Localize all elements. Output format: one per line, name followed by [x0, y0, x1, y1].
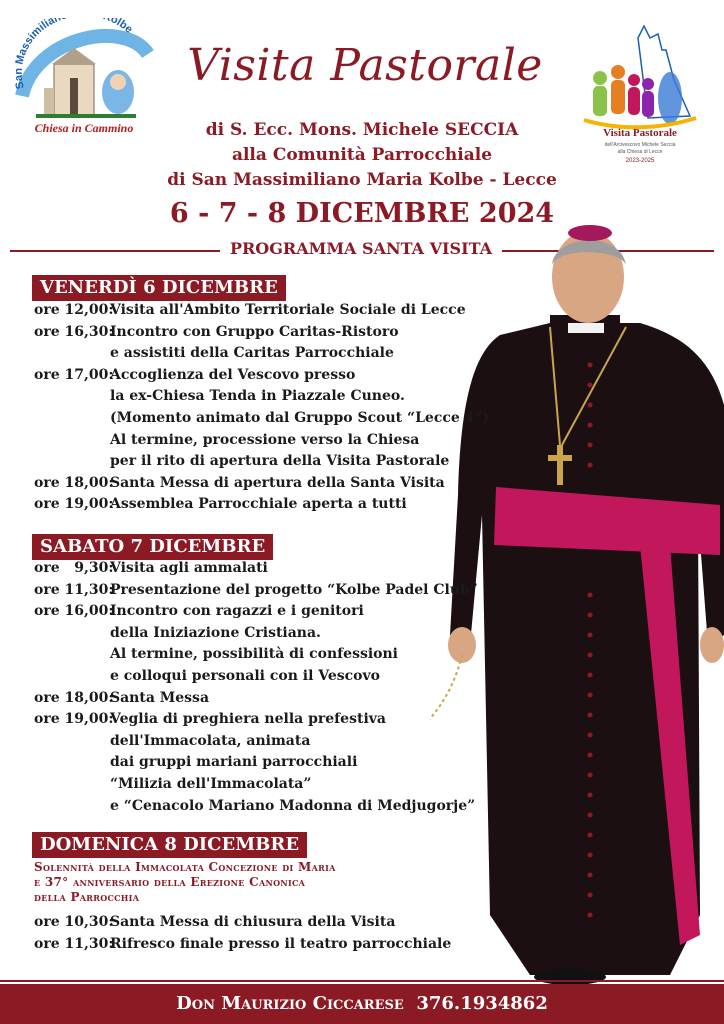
list-item: ore 17,00: Accoglienza del Vescovo presso: [34, 366, 356, 383]
list-item: ore 18,00: Santa Messa: [34, 689, 210, 706]
list-item: ore 11,30: Rifresco finale presso il teatro parrocchiale: [34, 935, 452, 952]
community-line: alla Comunità Parrocchiale: [231, 145, 493, 165]
list-item: ore 18,00: Santa Messa di apertura della Santa Visita: [34, 474, 445, 491]
footer-divider: [0, 980, 724, 982]
list-item: ore 19,00: Assemblea Parrocchiale aperta a tutti: [34, 496, 407, 513]
list-item: ore 19,00: Veglia di preghiera nella prefestiva: [34, 711, 386, 728]
sunday-schedule: [34, 912, 451, 955]
footer-contact: Don Maurizio Ciccarese 376.1934862: [0, 984, 724, 1024]
visita-logo-small1: dell'Arcivescovo Michele Seccia: [604, 142, 676, 148]
list-item: ore 12,00: Visita all'Ambito Territoriale Sociale di Lecce: [34, 302, 466, 318]
visita-logo-title: Visita Pastorale: [603, 127, 677, 139]
day-header-sunday: DOMENICA 8 DICEMBRE: [32, 832, 307, 858]
list-item: ore 9,30: Visita agli ammalati: [34, 560, 268, 576]
logo-arc-text: Sa Massimilian olbe: [14, 18, 135, 91]
divider-left: [10, 250, 220, 252]
day-header-saturday: SABATO 7 DICEMBRE: [32, 534, 273, 560]
bishop-line: di S. Ecc. Mons. Michele SECCIA: [205, 120, 519, 140]
list-item: ore 10,30: Santa Messa di chiusura della Visita: [34, 914, 396, 930]
list-item: ore 11,30: Presentazione del progetto “Kolbe Padel Club”: [34, 581, 478, 598]
page-title: Visita Pastorale: [187, 40, 543, 91]
saturday-schedule: ore 9,30: Visita agli ammalati ore 11,30: Presentazione del progetto “Kolbe Padel Club” ore 16,00: Incontro con ragazzi e i genitori della Iniziazione Cristiana. Al termine, possibilità di confessioni e colloqui personali con il Vescovo ore 18,00: Santa Messa ore 19,00: Veglia di preghiera nella prefestiva dell'Immacolata, animata dai gruppi mariani parrocchiali “Milizia dell'Immacolata” e “Cenacolo Mariano Madonna di Medjugorje”: [34, 560, 478, 814]
solemnity-note: Solennità della Immacolata Concezione di Maria e 37° anniversario della Erezione Canonica della Parrocchia: [34, 860, 336, 904]
parish-line: di San Massimiliano Maria Kolbe - Lecce: [167, 170, 557, 190]
list-item: ore 16,00: Incontro con ragazzi e i genitori: [34, 603, 364, 620]
list-item: ore 16,30: Incontro con Gruppo Caritas-Ristoro: [34, 323, 399, 340]
day-header-friday: VENERDÌ 6 DICEMBRE: [32, 275, 286, 301]
visita-logo-years: 2023-2025: [625, 158, 655, 164]
event-dates: 6 - 7 - 8 DICEMBRE 2024: [169, 198, 555, 229]
logo-caption: Chiesa in Cammino: [34, 121, 134, 135]
program-label: PROGRAMMA SANTA VISITA: [229, 239, 493, 258]
friday-schedule: ore 12,00: Visita all'Ambito Territoriale Sociale di Lecce ore 16,30: Incontro con Gruppo Caritas-Ristoro e assistiti della Caritas Parrocchiale ore 17,00: Accoglienza del Vescovo presso la ex-Chiesa Tenda in Piazzale Cuneo. (Momento animato dal Gruppo Scout “Lecce 4”) Al termine, processione verso la Chiesa per il rito di apertura della Visita Pastorale ore 18,00: Santa Messa di apertura della Santa Visita ore 19,00: Assemblea Parrocchiale aperta a tutti: [34, 300, 489, 516]
visita-logo-small2: alla Chiesa di Lecce: [617, 149, 663, 155]
